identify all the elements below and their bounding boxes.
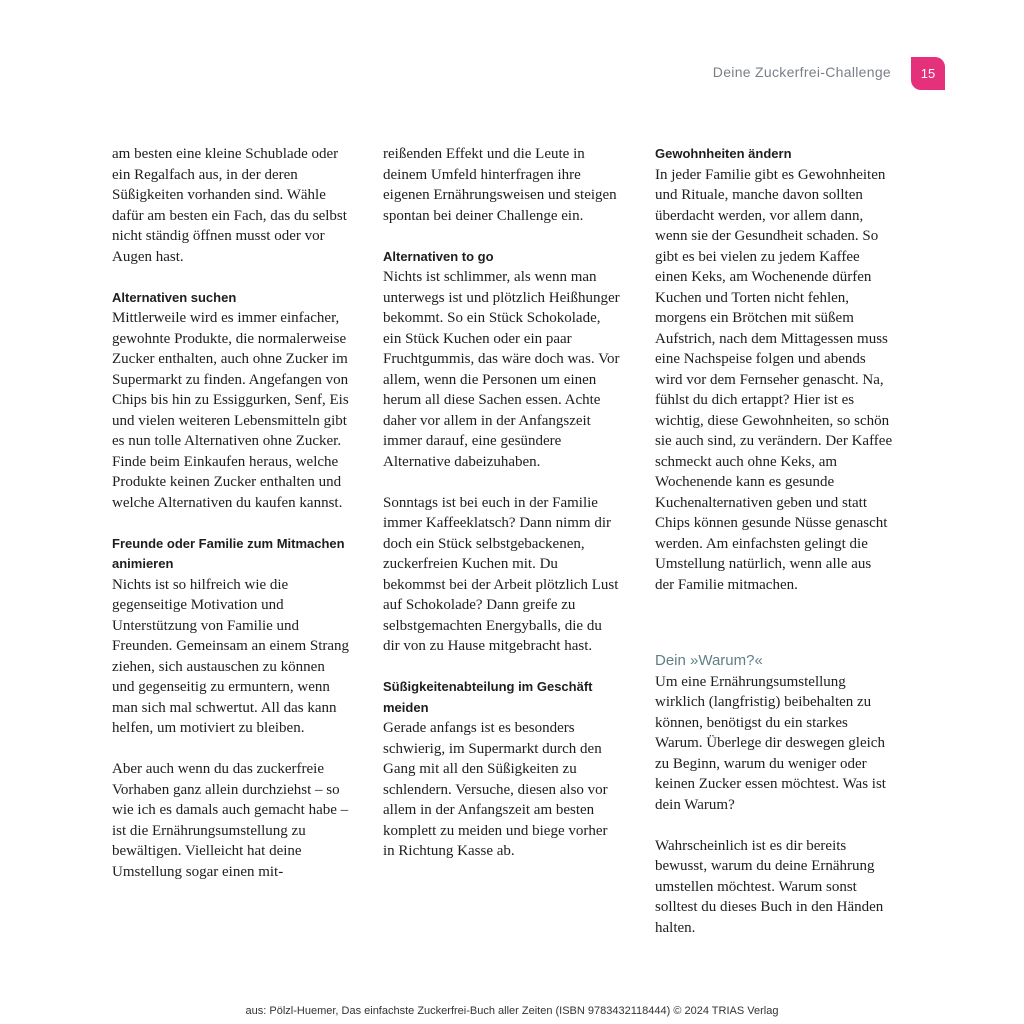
paragraph: Aber auch wenn du das zuckerfreie Vorhaben ganz allein durchziehst – so wie ich es damals auch gemacht habe – ist die Ernährungsumstellung zu bewältigen. Vielleicht hat deine Umstellung sogar einen mit-	[112, 761, 349, 880]
paragraph: Um eine Ernährungsumstellung wirklich (langfristig) beibehalten zu können, benötigst du ein starkes Warum. Überlege dir deswegen gleich zu Beginn, warum du weniger oder keinen Zucker essen möchtest. Was ist dein Warum?	[655, 673, 886, 813]
section-heading: Freunde oder Familie zum Mitmachen animieren	[112, 535, 345, 571]
text-column-3	[655, 144, 893, 959]
section-heading: Gewohnheiten ändern	[655, 146, 792, 161]
section-heading: Süßigkeitenabteilung im Geschäft meiden	[383, 679, 593, 715]
paragraph: Gerade anfangs ist es besonders schwierig, im Supermarkt durch den Gang mit all den Süßigkeiten zu schlendern. Versuche, diesen also vor allem in der Anfangszeit am besten komplett zu meiden und biege vorher in Richtung Kasse ab.	[383, 720, 608, 859]
paragraph: Wahrscheinlich ist es dir bereits bewusst, warum du deine Ernährung umstellen möchtest. Warum sonst solltest du dieses Buch in den Händen halten.	[655, 837, 884, 936]
paragraph: Mittlerweile wird es immer einfacher, gewohnte Produkte, die normalerweise Zucker enthalten, auch ohne Zucker im Supermarkt zu finden. Angefangen von Chips bis hin zu Essiggurken, Senf, Eis und vielen weiteren Lebensmitteln gibt es nun tolle Alternativen ohne Zucker. Finde beim Einkaufen heraus, welche Produkte keinen Zucker enthalten und welche Alternativen du kaufen kannst.	[112, 310, 349, 511]
paragraph: In jeder Familie gibt es Gewohnheiten und Rituale, manche davon sollten überdacht werden, vor allem dann, wenn sie der Gesundheit schaden. So gibt es bei vielen zu jedem Kaffee einen Keks, am Wochenende dürfen Kuchen und Torten nicht fehlen, morgens ein Brötchen mit süßem Aufstrich, nach dem Mittagessen muss eine Nachspeise folgen und abends wird vor dem Fernseher genascht. Na, fühlst du dich ertappt? Hier ist es wichtig, diese Gewohnheiten, so schön sie auch sind, zu verändern. Der Kaffee schmeckt auch ohne Keks, am Wochenende kann es gesunde Kuchenalternativen geben und statt Chips können gesunde Nüsse genascht werden. Am einfachsten gelingt die Umstellung natürlich, wenn alle aus der Familie mitmachen.	[655, 166, 893, 593]
paragraph: am besten eine kleine Schublade oder ein Regalfach aus, in der deren Süßigkeiten vorhanden sind. Wähle dafür am besten ein Fach, das du selbst nicht ständig öffnen musst oder vor Augen hast.	[112, 146, 347, 265]
paragraph: Sonntags ist bei euch in der Familie immer Kaffeeklatsch? Dann nimm dir doch ein Stück selbstgebackenen, zuckerfreien Kuchen mit. Du bekommst bei der Arbeit plötzlich Lust auf Schokolade? Dann greife zu selbstgemachten Energyballs, die du dir von zu Hause mitgebracht hast.	[383, 494, 619, 654]
running-header-title: Deine Zuckerfrei-Challenge	[712, 64, 891, 80]
spacer	[655, 616, 893, 650]
section-heading: Alternativen suchen	[112, 289, 237, 305]
text-column-2	[383, 144, 621, 882]
paragraph: reißenden Effekt und die Leute in deinem Umfeld hinterfragen ihre eigenen Ernährungsweisen und steigen spontan bei deiner Challenge ein.	[383, 146, 617, 224]
paragraph: Nichts ist schlimmer, als wenn man unterwegs ist und plötzlich Heißhunger bekommt. So ein Stück Schokolade, ein Stück Kuchen oder ein paar Fruchtgummis, das wäre doch was. Vor allem, wenn die Personen um einen herum all diese Sachen essen. Achte daher vor allem in der Anfangszeit immer darauf, eine gesündere Alternative dabeizuhaben.	[383, 269, 620, 470]
subsection-heading: Dein »Warum?«	[655, 651, 763, 669]
copyright-footer: aus: Pölzl-Huemer, Das einfachste Zuckerfrei-Buch aller Zeiten (ISBN 9783432118444) © 2024 TRIAS Verlag	[245, 1005, 779, 1017]
page-number-badge: 15	[911, 57, 945, 90]
text-column-1	[112, 144, 350, 903]
section-heading: Alternativen to go	[383, 248, 494, 264]
paragraph: Nichts ist so hilfreich wie die gegenseitige Motivation und Unterstützung von Familie und Freunden. Gemeinsam an einem Strang ziehen, sich austauschen zu können und gegenseitig zu ermuntern, wenn man sich mal schwertut. All das kann helfen, um motiviert zu bleiben.	[112, 576, 350, 736]
